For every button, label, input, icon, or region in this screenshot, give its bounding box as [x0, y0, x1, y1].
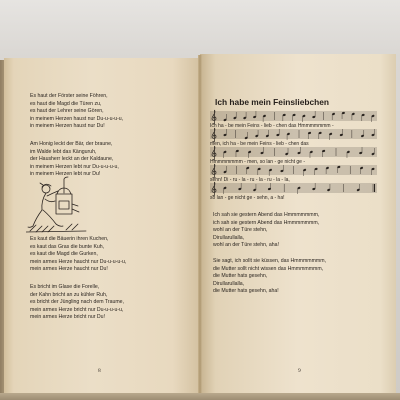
verse-line: es kaut das Gras die bunte Kuh,: [30, 243, 105, 250]
figure-drawing: [28, 183, 63, 227]
verse-line: Ich sah sie gestern Abend das Hmmmmmmm,: [213, 212, 320, 218]
verse-line: die Mutter hats gesehn,: [213, 273, 268, 279]
verse-line: es bricht der Jüngling nach dem Traume,: [30, 299, 124, 305]
song-title: Ich habe mein Feinsliebchen: [215, 97, 330, 107]
verse-line: die Mutter sollt nicht wissen das Hmmmmmmm,: [213, 265, 324, 272]
left-stanza: [30, 141, 119, 179]
verse-line: mein armes Herze haucht nur Du!: [30, 266, 108, 272]
verse-line: im Walde lebt das Känguruh,: [30, 148, 97, 155]
verse-line: es kaut die Magd die Gurken,: [30, 251, 98, 257]
verse-line: Dirullarullalla,: [213, 234, 245, 241]
left-stanza: [30, 236, 126, 274]
music-system: [210, 128, 377, 147]
verse-line: es haut die Magd die Türen zu,: [30, 100, 102, 107]
music-system: [210, 110, 377, 129]
verse-line: der Hausherr leckt an der Kaldaune,: [30, 156, 114, 162]
ground-hatching: [26, 224, 86, 232]
lyric-line: Ich ha - be mein Feins - lieb - chen das Hmmmmmmm -: [210, 123, 334, 129]
page-number: 9: [298, 368, 301, 374]
verse-line: in meinem Herzen lebt nur Du!: [30, 171, 101, 177]
verse-line: in meinem Herzen lebt nur Du-u-u-u-u,: [30, 163, 119, 170]
verse-line: Am Honig leckt der Bär, der braune,: [30, 141, 113, 147]
verse-line: mein armes Herze bricht nur Du!: [30, 314, 105, 320]
stove-drawing: [56, 177, 79, 214]
verse-line: mein armes Herze bricht nur Du-u-u-u-u,: [30, 306, 124, 313]
music-system: [210, 146, 377, 165]
verse-line: Dirullarullalla,: [213, 280, 245, 287]
right-stanza: [213, 212, 319, 250]
verse-line: wohl an der Türe stehn, aha!: [213, 242, 279, 248]
music-system: [210, 182, 377, 201]
cook-sketch-illustration: [26, 176, 92, 234]
page-number: 8: [98, 368, 101, 374]
left-stanza: [30, 93, 123, 131]
lyric-line: so lan - ge nicht ge - sehn, a - ha!: [210, 195, 285, 201]
verse-line: Es kaut die Bäuerin ihren Kuchen,: [30, 236, 109, 242]
verse-line: Sie sagt, ich sollt sie küssen, das Hmmmmmmm,: [213, 258, 326, 264]
left-stanza: [30, 284, 124, 322]
right-stanza: [213, 258, 326, 296]
music-score: [205, 108, 380, 204]
verse-line: die Mutter hats gesehn, aha!: [213, 288, 279, 294]
lyric-line: men, ich ha - be mein Feins - lieb - chen das: [210, 141, 309, 147]
lyric-line: sehn! Di - ru - la - ru - la - ru - la - la,: [210, 177, 290, 183]
verse-line: Es bricht im Glase die Forelle,: [30, 284, 100, 290]
verse-line: Es haut der Förster seine Föhren,: [30, 93, 108, 99]
verse-line: es haut der Lehrer seine Gören,: [30, 108, 104, 114]
verse-line: wohl an der Türe stehn,: [213, 227, 268, 233]
verse-line: in meinem Herzen haust nur Du!: [30, 123, 105, 129]
book-bottom-edge: [0, 393, 400, 400]
verse-line: ich sah sie gestern Abend das Hmmmmmmm,: [213, 219, 320, 226]
page-gutter: [198, 55, 202, 394]
verse-line: mein armes Herze haucht nur Du-u-u-u-u,: [30, 258, 127, 265]
music-system: [210, 164, 377, 183]
lyric-line: Hmmmmmmm - men, so lan - ge nicht ge -: [210, 159, 306, 165]
verse-line: in meinem Herzen haust nur Du-u-u-u-u,: [30, 115, 124, 122]
verse-line: der Kahn bricht an zu kühler Ruh,: [30, 291, 108, 298]
